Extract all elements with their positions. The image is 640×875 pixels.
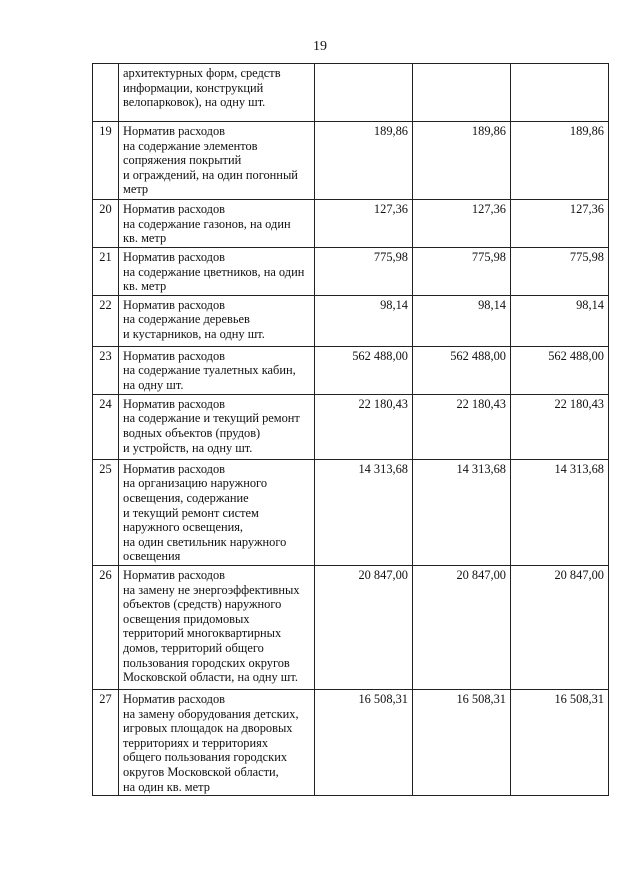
table-row (93, 346, 609, 394)
description-line: сопряжения покрытий (123, 153, 242, 168)
description-line: водных объектов (прудов) (123, 425, 261, 440)
row-value-2: 20 847,00 (413, 565, 511, 689)
row-value-1: 22 180,43 (315, 394, 413, 459)
description-line: Норматив расходов (123, 348, 226, 363)
row-value-3: 14 313,68 (511, 459, 609, 565)
row-number: 23 (93, 346, 119, 394)
table-row-continuation (93, 64, 609, 122)
description-line: на одну шт. (123, 377, 184, 392)
row-value-2 (413, 64, 511, 122)
description-line: на замену оборудования детских, (123, 706, 299, 721)
row-value-1: 16 508,31 (315, 689, 413, 795)
description-line: наружного освещения, (123, 520, 244, 535)
row-value-1: 127,36 (315, 200, 413, 248)
row-description (119, 689, 315, 795)
table-row (93, 459, 609, 565)
row-value-1: 775,98 (315, 248, 413, 296)
row-value-3: 16 508,31 (511, 689, 609, 795)
table-row (93, 248, 609, 296)
description-line: Норматив расходов (123, 202, 226, 216)
description-line: информации, конструкций (123, 80, 264, 95)
description-line: на содержание туалетных кабин, (123, 363, 296, 378)
description-line: Норматив расходов (123, 691, 226, 706)
row-number: 21 (93, 248, 119, 296)
table-row (93, 689, 609, 795)
row-description (119, 394, 315, 459)
row-description (119, 295, 315, 346)
description-line: и ограждений, на один погонный (123, 167, 298, 182)
row-value-1: 20 847,00 (315, 565, 413, 689)
row-number: 22 (93, 295, 119, 346)
description-line: общего пользования городских (123, 750, 288, 765)
table-row (93, 295, 609, 346)
description-line: домов, территорий общего (123, 640, 264, 655)
description-line: территориях и территориях (123, 735, 269, 750)
description-line: и текущий ремонт систем (123, 505, 259, 520)
row-value-2: 98,14 (413, 295, 511, 346)
row-value-3 (511, 64, 609, 122)
row-number: 25 (93, 459, 119, 565)
row-value-3: 775,98 (511, 248, 609, 296)
description-line: пользования городских округов (123, 655, 290, 670)
table-row (93, 122, 609, 200)
description-line: кв. метр (123, 231, 167, 246)
description-line: и кустарников, на одну шт. (123, 326, 265, 341)
row-value-2: 562 488,00 (413, 346, 511, 394)
page-number: 19 (313, 39, 327, 54)
description-line: на один светильник наружного (123, 534, 287, 549)
row-description (119, 200, 315, 248)
row-description (119, 346, 315, 394)
row-value-1 (315, 64, 413, 122)
row-value-3: 189,86 (511, 122, 609, 200)
row-value-2: 22 180,43 (413, 394, 511, 459)
description-line: архитектурных форм, средств (123, 66, 281, 80)
row-value-3: 562 488,00 (511, 346, 609, 394)
description-line: на содержание газонов, на один (123, 216, 291, 231)
row-number: 24 (93, 394, 119, 459)
description-line: освещения (123, 549, 181, 564)
row-description (119, 122, 315, 200)
description-line: на содержание элементов (123, 138, 258, 153)
description-line: на содержание и текущий ремонт (123, 411, 300, 426)
row-description (119, 248, 315, 296)
row-value-2: 775,98 (413, 248, 511, 296)
description-line: Норматив расходов (123, 461, 226, 476)
description-line: и устройств, на одну шт. (123, 440, 253, 455)
row-description (119, 64, 315, 122)
table-row (93, 200, 609, 248)
row-value-2: 189,86 (413, 122, 511, 200)
description-line: Норматив расходов (123, 396, 226, 411)
row-value-1: 562 488,00 (315, 346, 413, 394)
row-value-1: 189,86 (315, 122, 413, 200)
description-line: освещения придомовых (123, 611, 250, 626)
description-line: округов Московской области, (123, 764, 279, 779)
row-value-2: 16 508,31 (413, 689, 511, 795)
description-line: освещения, содержание (123, 490, 249, 505)
row-description (119, 565, 315, 689)
description-line: на содержание цветников, на один (123, 264, 305, 279)
row-value-3: 20 847,00 (511, 565, 609, 689)
row-number: 19 (93, 122, 119, 200)
description-line: Норматив расходов (123, 567, 226, 582)
table-row (93, 565, 609, 689)
table-row (93, 394, 609, 459)
row-value-1: 98,14 (315, 295, 413, 346)
norms-table (92, 63, 609, 796)
row-value-2: 127,36 (413, 200, 511, 248)
description-line: Норматив расходов (123, 124, 226, 138)
description-line: велопарковок), на одну шт. (123, 95, 266, 110)
description-line: объектов (средств) наружного (123, 597, 282, 612)
row-number: 26 (93, 565, 119, 689)
description-line: Норматив расходов (123, 297, 226, 312)
row-value-2: 14 313,68 (413, 459, 511, 565)
row-number: 27 (93, 689, 119, 795)
row-value-1: 14 313,68 (315, 459, 413, 565)
description-line: Норматив расходов (123, 250, 226, 264)
description-line: кв. метр (123, 279, 167, 294)
description-line: игровых площадок на дворовых (123, 721, 293, 736)
row-value-3: 22 180,43 (511, 394, 609, 459)
description-line: метр (123, 182, 149, 197)
description-line: на содержание деревьев (123, 312, 250, 327)
description-line: на один кв. метр (123, 779, 210, 794)
description-line: на замену не энергоэффективных (123, 582, 300, 597)
description-line: территорий многоквартирных (123, 626, 282, 641)
row-number (93, 64, 119, 122)
row-description (119, 459, 315, 565)
description-line: на организацию наружного (123, 476, 268, 491)
description-line: Московской области, на одну шт. (123, 670, 298, 685)
row-number: 20 (93, 200, 119, 248)
row-value-3: 98,14 (511, 295, 609, 346)
row-value-3: 127,36 (511, 200, 609, 248)
